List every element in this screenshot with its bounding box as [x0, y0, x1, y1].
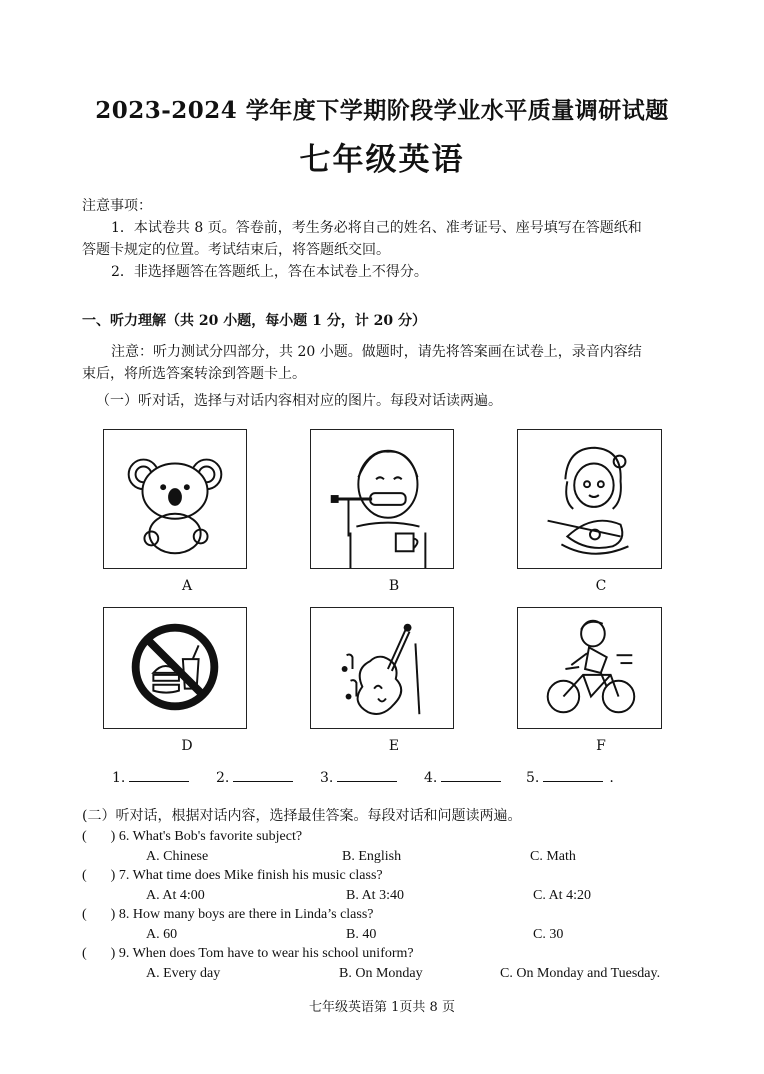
blank-end-period: . [609, 770, 614, 786]
blank-number: 3. [320, 770, 334, 786]
no-junk-food-icon [104, 608, 246, 728]
q9-option-b[interactable]: B. On Monday [339, 966, 423, 981]
notice-item1-line2: 答题卡规定的位置。考试结束后，将答题纸交回。 [82, 242, 390, 258]
brushing-teeth-icon [311, 430, 453, 568]
blank-number: 1. [112, 770, 126, 786]
q8-option-b[interactable]: B. 40 [346, 927, 377, 942]
q9-option-a[interactable]: A. Every day [146, 966, 221, 981]
picture-c [517, 429, 662, 569]
part1-instruction: （一）听对话，选择与对话内容相对应的图片。每段对话读两遍。 [96, 393, 502, 409]
notice-item2: 2．非选择题答在答题纸上，答在本试卷上不得分。 [111, 264, 428, 280]
notice-item1-line1: 1．本试卷共 8 页。答卷前，考生务必将自己的姓名、准考证号、座号填写在答题纸和 [111, 220, 642, 236]
answer-blank-3[interactable] [320, 768, 397, 786]
picture-b [310, 429, 454, 569]
blank-line [337, 768, 397, 782]
q7-option-a[interactable]: A. At 4:00 [146, 888, 205, 903]
answer-paren-close[interactable]: ) [110, 946, 116, 961]
picture-f [517, 607, 662, 729]
q9-option-c[interactable]: C. On Monday and Tuesday. [500, 966, 661, 981]
answer-paren-open[interactable]: ( [82, 829, 87, 844]
answer-paren-close[interactable]: ) [110, 868, 116, 883]
answer-blank-4[interactable] [424, 768, 501, 786]
q6-option-a[interactable]: A. Chinese [146, 849, 209, 864]
violin-icon [311, 608, 453, 728]
blank-number: 2. [216, 770, 230, 786]
picture-d-label: D [181, 738, 193, 754]
blank-line [233, 768, 293, 782]
picture-f-label: F [596, 738, 606, 754]
q6-option-b[interactable]: B. English [342, 849, 402, 864]
picture-c-label: C [595, 578, 607, 594]
q7-option-b[interactable]: B. At 3:40 [346, 888, 404, 903]
question-text: 8. How many boys are there in Linda’s class? [118, 907, 374, 922]
picture-e [310, 607, 454, 729]
page-footer: 七年级英语第 1页共 8 页 [309, 1000, 455, 1015]
answer-paren-open[interactable]: ( [82, 946, 87, 961]
exam-title: 2023-2024 学年度下学期阶段学业水平质量调研试题 [95, 97, 669, 124]
picture-b-label: B [388, 578, 400, 594]
q8-option-c[interactable]: C. 30 [533, 927, 564, 942]
answer-paren-close[interactable]: ) [110, 829, 116, 844]
exam-subject: 七年级英语 [299, 142, 465, 178]
answer-paren-open[interactable]: ( [82, 907, 87, 922]
part2-instruction: (二）听对话，根据对话内容，选择最佳答案。每段对话和问题读两遍。 [82, 808, 522, 824]
question-7 [82, 868, 383, 884]
question-text: 9. When does Tom have to wear his school uniform? [118, 946, 414, 961]
question-8 [82, 907, 374, 923]
answer-paren-close[interactable]: ) [110, 907, 116, 922]
question-text: 7. What time does Mike finish his music class? [118, 868, 383, 883]
q7-option-c[interactable]: C. At 4:20 [533, 888, 591, 903]
boy-bike-icon [518, 608, 661, 728]
blank-line [441, 768, 501, 782]
question-6 [82, 829, 302, 845]
picture-e-label: E [388, 738, 400, 754]
question-9 [82, 946, 414, 962]
section1-heading: 一、听力理解（共 20 小题，每小题 1 分，计 20 分） [82, 313, 426, 329]
blank-number: 4. [424, 770, 438, 786]
koala-icon [104, 430, 246, 568]
blank-number: 5. [526, 770, 540, 786]
answer-paren-open[interactable]: ( [82, 868, 87, 883]
q8-option-a[interactable]: A. 60 [146, 927, 178, 942]
blank-line [543, 768, 603, 782]
girl-guitar-icon [518, 430, 661, 568]
picture-d [103, 607, 247, 729]
q6-option-c[interactable]: C. Math [530, 849, 576, 864]
question-text: 6. What's Bob's favorite subject? [118, 829, 303, 844]
picture-a-label: A [181, 578, 193, 594]
picture-a [103, 429, 247, 569]
notice-heading: 注意事项： [82, 198, 152, 214]
blank-line [129, 768, 189, 782]
section1-note-line1: 注意：听力测试分四部分，共 20 小题。做题时，请先将答案画在试卷上，录音内容结 [111, 344, 642, 360]
answer-blank-1[interactable] [112, 768, 189, 786]
section1-note-line2: 束后，将所选答案转涂到答题卡上。 [82, 366, 306, 382]
answer-blank-2[interactable] [216, 768, 293, 786]
answer-blank-5[interactable] [526, 768, 614, 786]
